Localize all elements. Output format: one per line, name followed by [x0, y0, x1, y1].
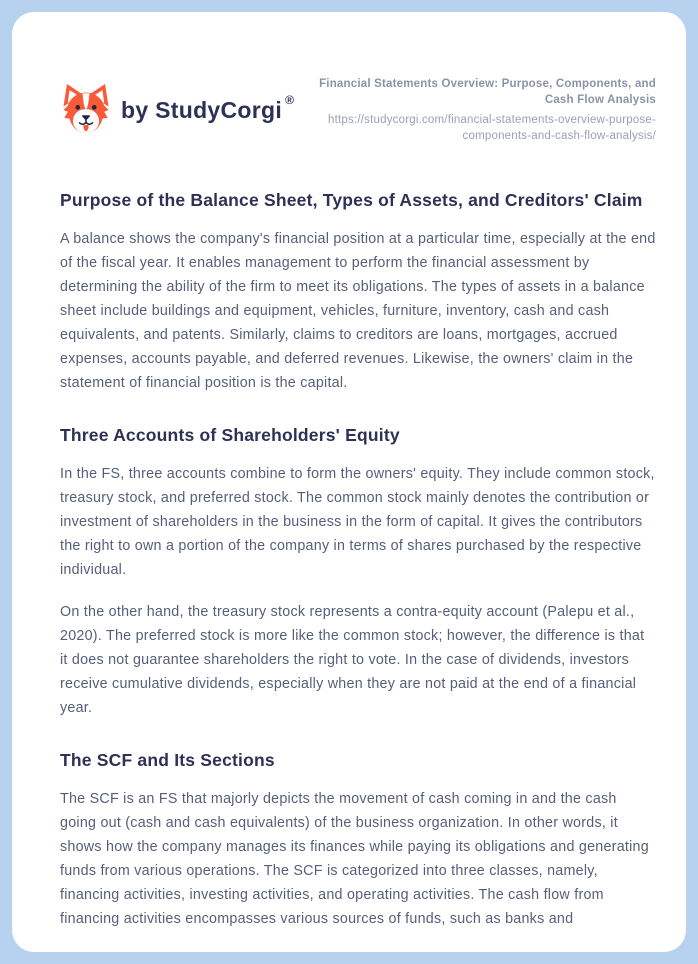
paragraph: On the other hand, the treasury stock represents a contra-equity account (Palepu et al., 2020). The preferred stock is more like the common stock; however, the difference is that it does not guarantee shareholders the right to vote. In the case of dividends, investors receive cumulative dividends, especially when they are not paid at the end of a financial year.: [60, 604, 645, 716]
brand-name: by StudyCorgi ®: [121, 92, 295, 123]
document-meta: [314, 72, 656, 144]
paragraph: The SCF is an FS that majorly depicts the movement of cash coming in and the cash going out (cash and cash equivalents) of the business organization. In other words, it shows how the company manages its finances while paying its obligations and generating funds from various operations. The SCF is categorized into three classes, namely, financing activities, investing activities, and operating activities. The cash flow from financing activities encompasses various sources of funds, such as banks and: [60, 791, 649, 927]
article-body: [60, 188, 656, 931]
section-heading-balance-sheet: Purpose of the Balance Sheet, Types of Assets, and Creditors' Claim: [60, 190, 643, 210]
section-heading-scf: The SCF and Its Sections: [60, 750, 275, 770]
paragraph: In the FS, three accounts combine to form the owners' equity. They include common stock, treasury stock, and preferred stock. The common stock mainly denotes the contribution or investment of shareholders in the business in the form of capital. It gives the contributors the right to own a portion of the company in terms of shares purchased by the respective individual.: [60, 466, 655, 578]
paragraph: A balance shows the company's financial position at a particular time, especially at the end of the fiscal year. It enables management to perform the financial assessment by determining the ability of the firm to meet its obligations. The types of assets in a balance sheet include buildings and equipment, vehicles, furniture, inventory, cash and cash equivalents, and patents. Similarly, claims to creditors are loans, mortgages, accrued expenses, accounts payable, and deferred revenues. Likewise, the owners' claim in the statement of financial position is the capital.: [60, 231, 656, 391]
section-scf: [60, 748, 656, 931]
document-header: [60, 72, 656, 144]
section-balance-sheet: [60, 188, 656, 395]
section-heading-shareholders-equity: Three Accounts of Shareholders' Equity: [60, 425, 400, 445]
registered-trademark: ®: [285, 92, 295, 107]
corgi-logo-icon: [60, 82, 112, 138]
document-page: [12, 12, 686, 952]
section-shareholders-equity: [60, 423, 656, 720]
document-title: Financial Statements Overview: Purpose, Components, and Cash Flow Analysis: [319, 78, 656, 106]
source-url-link[interactable]: https://studycorgi.com/financial-statements-overview-purpose-components-and-cash-flow-analysis/: [328, 114, 656, 142]
brand-logo: [60, 72, 294, 138]
